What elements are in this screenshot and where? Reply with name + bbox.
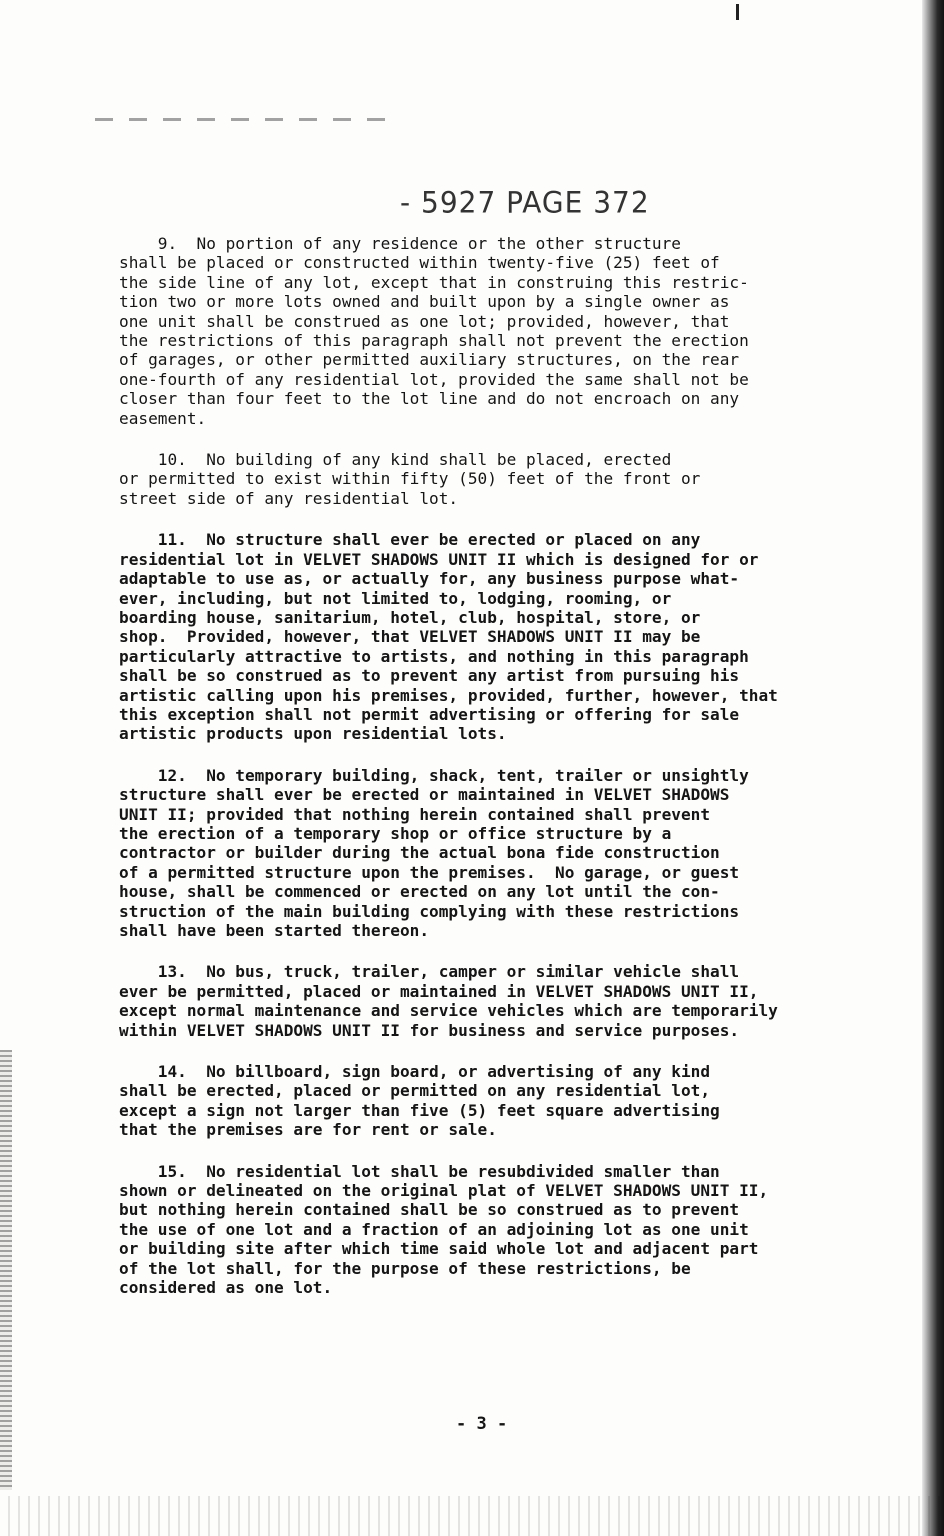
book-page-reference: - 5927 PAGE 372	[400, 185, 650, 220]
document-body	[119, 234, 839, 1320]
paragraph-12: 12. No temporary building, shack, tent, trailer or unsightly structure shall ever be erected or maintained in VELVET SHADOWS UNIT II; provided that nothing herein contained shall prevent the erection of a temporary shop or office structure by a contractor or builder during the actual bona fide construction of a permitted structure upon the premises. No garage, or guest house, shall be commenced or erected on any lot until the con- struction of the main building complying with these restrictions shall have been started thereon.	[119, 765, 749, 940]
page-number: - 3 -	[456, 1414, 508, 1434]
paragraph-15: 15. No residential lot shall be resubdivided smaller than shown or delineated on the original plat of VELVET SHADOWS UNIT II, but nothing herein contained shall be so construed as to prevent the use of one lot and a fraction of an adjoining lot as one unit or building site after which time said whole lot and adjacent part of the lot shall, for the purpose of these restrictions, be considered as one lot.	[119, 1161, 769, 1298]
scan-bottom-noise	[0, 1496, 944, 1536]
scan-edge-shadow	[922, 0, 944, 1536]
paragraph-9: 9. No portion of any residence or the other structure shall be placed or constructed within twenty-five (25) feet of the side line of any lot, except that in construing this restric- tion two or more lots owned and built upon by a single owner as one unit shall be construed as one lot; provided, however, that the restrictions of this paragraph shall not prevent the erection of garages, or other permitted auxiliary structures, on the rear one-fourth of any residential lot, provided the same shall not be closer than four feet to the lot line and do not encroach on any easement.	[119, 234, 749, 428]
paragraph-14: 14. No billboard, sign board, or advertising of any kind shall be erected, placed or permitted on any residential lot, except a sign not larger than five (5) feet square advertising that the premises are for rent or sale.	[119, 1062, 720, 1140]
paragraph-13: 13. No bus, truck, trailer, camper or similar vehicle shall ever be permitted, placed or maintained in VELVET SHADOWS UNIT II, except normal maintenance and service vehicles which are temporarily within VELVET SHADOWS UNIT II for business and service purposes.	[119, 962, 778, 1040]
paragraph-11: 11. No structure shall ever be erected or placed on any residential lot in VELVET SHADOWS UNIT II which is designed for or adaptable to use as, or actually for, any business purpose what- ever, including, but not limited to, lodging, rooming, or boarding house, sanitarium, hotel, club, hospital, store, or shop. Provided, however, that VELVET SHADOWS UNIT II may be particularly attractive to artists, and nothing in this paragraph shall be so construed as to prevent any artist from pursuing his artistic calling upon his premises, provided, further, however, that this exception shall not permit advertising or offering for sale artistic products upon residential lots.	[119, 530, 778, 744]
scan-edge-noise	[0, 1050, 12, 1490]
paragraph-10: 10. No building of any kind shall be placed, erected or permitted to exist within fifty (50) feet of the front or street side of any residential lot.	[119, 450, 701, 508]
scan-noise-dashes	[95, 118, 395, 121]
scan-mark	[736, 4, 739, 20]
